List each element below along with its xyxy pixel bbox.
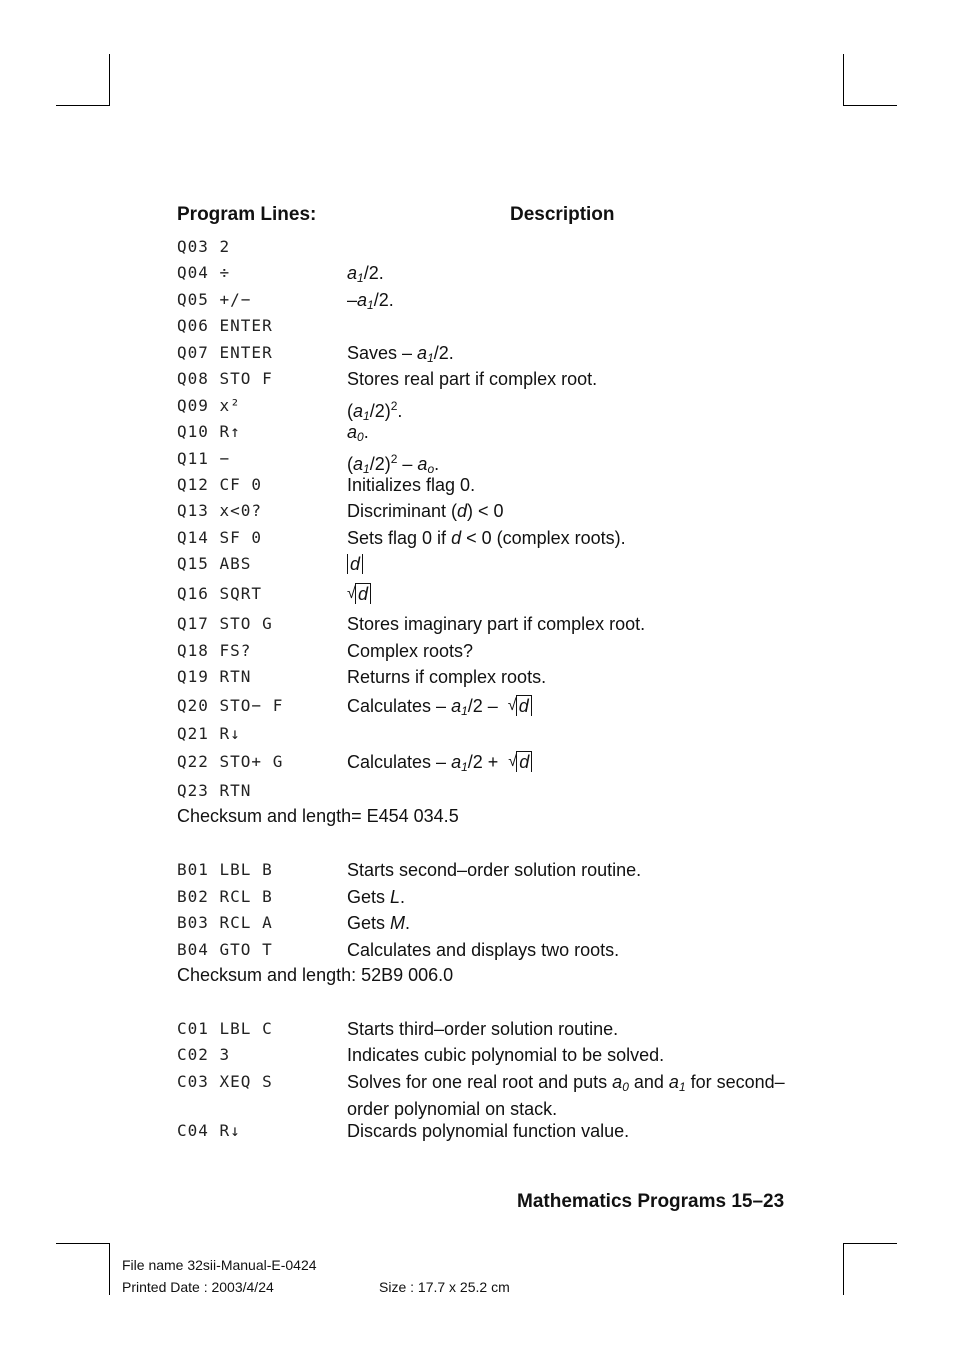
- program-line-code: B04 GTO T: [177, 940, 273, 959]
- crop-mark: [109, 54, 110, 106]
- program-line-code: B01 LBL B: [177, 860, 273, 879]
- program-line-code: Q14 SF 0: [177, 528, 263, 547]
- page-footer-title: Mathematics Programs 15–23: [517, 1191, 785, 1212]
- page-size: Size : 17.7 x 25.2 cm: [379, 1279, 510, 1295]
- program-line-code: Q05 +/−: [177, 290, 252, 309]
- program-line-description: Calculates – $a_1/2$ – √ d: [347, 695, 817, 722]
- program-line-description: Gets L.: [347, 887, 406, 907]
- program-line-description: Stores real part if complex root.: [347, 369, 598, 389]
- program-line-description: Initializes flag 0.: [347, 475, 476, 495]
- program-line-code: Q19 RTN: [177, 667, 252, 686]
- program-line-description: Starts second–order solution routine.: [347, 860, 642, 880]
- program-line-description: Complex roots?: [347, 641, 474, 661]
- program-line-code: B02 RCL B: [177, 887, 273, 906]
- program-line-code: Q15 ABS: [177, 554, 252, 573]
- program-line-code: Q11 −: [177, 449, 231, 468]
- program-line-code: Q16 SQRT: [177, 584, 263, 603]
- program-line-code: Q18 FS?: [177, 641, 252, 660]
- program-line-code: Q04 ÷: [177, 263, 231, 282]
- program-line-description: Gets M.: [347, 913, 411, 933]
- program-line-description: Sets flag 0 if d < 0 (complex roots).: [347, 528, 626, 548]
- program-line-description: $a_1/2$.: [347, 263, 384, 285]
- program-line-code: Q22 STO+ G: [177, 752, 284, 771]
- program-line-description: Indicates cubic polynomial to be solved.: [347, 1045, 665, 1065]
- program-line-code: C03 XEQ S: [177, 1072, 273, 1091]
- program-line-description: Calculates – $a_1/2$ + √ d: [347, 751, 817, 778]
- program-line-code: Q21 R↓: [177, 724, 241, 743]
- program-line-description: √ d: [347, 583, 817, 605]
- program-line-description: Saves – $a_1/2$.: [347, 343, 454, 365]
- program-line-description: $a_0$.: [347, 422, 369, 444]
- program-line-code: C04 R↓: [177, 1121, 241, 1140]
- crop-mark: [843, 1243, 897, 1244]
- program-line-description: $(a_1/2)^2$.: [347, 399, 403, 423]
- program-line-description: Solves for one real root and puts $a_0$ and $a_1$ for second–order polynomial on stack.: [347, 1072, 785, 1119]
- checksum-q: Checksum and length= E454 034.5: [177, 806, 459, 826]
- program-line-description: Stores imaginary part if complex root.: [347, 614, 646, 634]
- crop-mark: [56, 1243, 110, 1244]
- program-line-description: Calculates and displays two roots.: [347, 940, 620, 960]
- program-line-code: Q07 ENTER: [177, 343, 273, 362]
- program-line-code: Q20 STO− F: [177, 696, 284, 715]
- printed-date: Printed Date : 2003/4/24: [122, 1279, 274, 1295]
- program-line-description: Discriminant (d) < 0: [347, 501, 504, 521]
- program-line-description: d: [347, 553, 817, 575]
- crop-mark: [843, 54, 844, 106]
- crop-mark: [843, 105, 897, 106]
- crop-mark: [109, 1243, 110, 1295]
- description-header: Description: [510, 204, 615, 225]
- program-line-code: Q23 RTN: [177, 781, 252, 800]
- checksum-b: Checksum and length: 52B9 006.0: [177, 965, 454, 985]
- file-name: File name 32sii-Manual-E-0424: [122, 1257, 317, 1273]
- crop-mark: [56, 105, 110, 106]
- program-line-code: Q03 2: [177, 237, 231, 256]
- program-line-description: Starts third–order solution routine.: [347, 1019, 619, 1039]
- program-line-code: Q08 STO F: [177, 369, 273, 388]
- program-line-description: $-a_1/2$.: [347, 290, 394, 312]
- crop-mark: [843, 1243, 844, 1295]
- program-line-description: Discards polynomial function value.: [347, 1121, 630, 1141]
- program-line-code: B03 RCL A: [177, 913, 273, 932]
- program-line-code: Q12 CF 0: [177, 475, 263, 494]
- program-line-description: $(a_1/2)^2 - a_o$.: [347, 452, 440, 476]
- program-lines-header: Program Lines:: [177, 204, 317, 225]
- program-line-description: Returns if complex roots.: [347, 667, 547, 687]
- program-line-code: C02 3: [177, 1045, 231, 1064]
- program-line-code: Q17 STO G: [177, 614, 273, 633]
- program-line-code: Q13 x<0?: [177, 501, 263, 520]
- program-line-code: C01 LBL C: [177, 1019, 273, 1038]
- program-line-code: Q10 R↑: [177, 422, 241, 441]
- program-line-code: Q09 x²: [177, 396, 241, 415]
- program-line-code: Q06 ENTER: [177, 316, 273, 335]
